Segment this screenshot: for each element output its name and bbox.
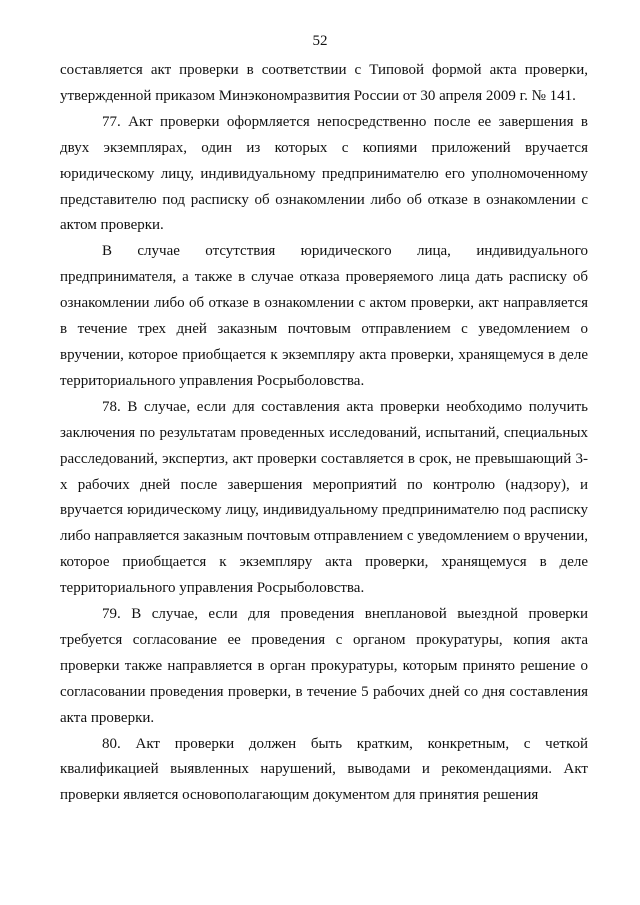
paragraph-77-absence-case: В случае отсутствия юридического лица, индивидуального предпринимателя, а также в случае отказа проверяемого лица дать расписку об ознакомлении либо об отказе в ознакомлении с актом проверки, акт направляется в течение трех дней заказным почтовым отправлением с уведомлением о вручении, которое приобщается к экземпляру акта проверки, хранящемуся в деле территориального управления Росрыболовства. [60, 243, 588, 389]
paragraph-78: 78. В случае, если для составления акта проверки необходимо получить заключения по результатам проведенных исследований, испытаний, специальных расследований, экспертиз, акт проверки составляется в срок, не превышающий 3-х рабочих дней после завершения мероприятий по контролю (надзору), и вручается юридическому лицу, индивидуальному предпринимателю под расписку либо направляется заказным почтовым отправлением с уведомлением о вручении, которое приобщается к экземпляру акта проверки, хранящемуся в деле территориального управления Росрыболовства. [60, 398, 588, 597]
paragraph-80: 80. Акт проверки должен быть кратким, конкретным, с четкой квалификацией выявленных нарушений, выводами и рекомендациями. Акт проверки является основополагающим документом для принятия решения [60, 735, 588, 804]
page-number: 52 [312, 33, 328, 49]
paragraph-continuation: составляется акт проверки в соответствии с Типовой формой акта проверки, утвержденной приказом Минэкономразвития России от 30 апреля 2009 г. № 141. [60, 62, 588, 104]
paragraph-77: 77. Акт проверки оформляется непосредственно после ее завершения в двух экземплярах, один из которых с копиями приложений вручается юридическому лицу, индивидуальному предпринимателю его уполномоченному представителю под расписку об ознакомлении либо об отказе в ознакомлении с актом проверки. [60, 113, 588, 234]
paragraph-79: 79. В случае, если для проведения внеплановой выездной проверки требуется согласование ее проведения с органом прокуратуры, копия акта проверки также направляется в орган прокуратуры, которым принято решение о согласовании проведения проверки, в течение 5 рабочих дней со дня составления акта проверки. [60, 606, 588, 726]
document-body [60, 58, 588, 809]
